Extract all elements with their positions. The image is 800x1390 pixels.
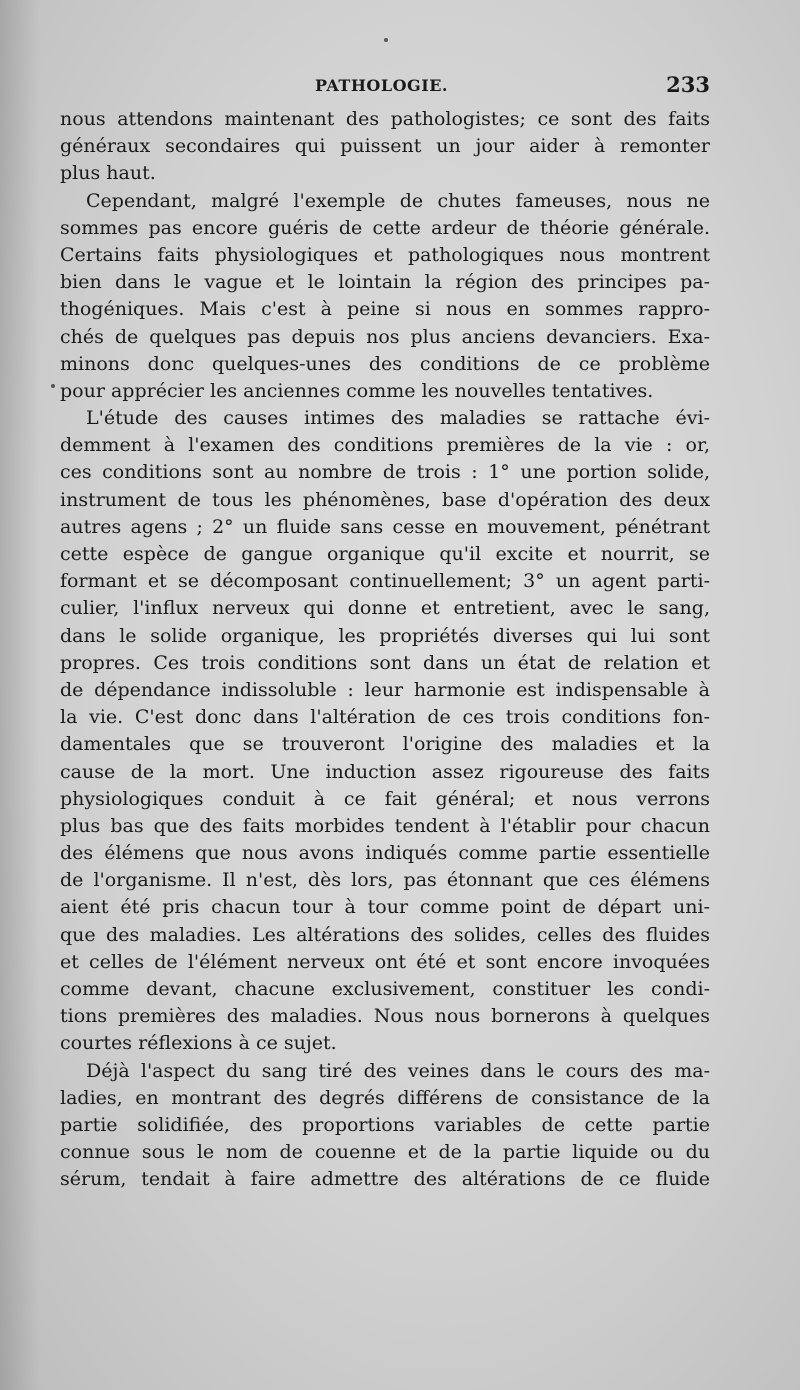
ink-speck <box>384 38 388 42</box>
text-line: dans le solide organique, les propriétés diverses qui lui sont <box>60 624 710 647</box>
text-line: généraux secondaires qui puissent un jour aider à remonter <box>60 135 710 158</box>
ink-speck <box>51 384 55 388</box>
text-line: propres. Ces trois conditions sont dans un état de relation et <box>60 651 710 674</box>
text-line: ces conditions sont au nombre de trois : 1° une portion solide, <box>60 461 710 484</box>
running-title: PATHOLOGIE. <box>315 76 448 95</box>
text-line: culier, l'influx nerveux qui donne et entretient, avec le sang, <box>60 597 710 620</box>
text-line: et celles de l'élément nerveux ont été et sont encore invoquées <box>60 950 710 973</box>
text-line: minons donc quelques-unes des conditions de ce problème <box>60 352 710 375</box>
text-line: plus haut. <box>60 162 156 185</box>
text-line: thogéniques. Mais c'est à peine si nous en sommes rappro- <box>60 298 710 321</box>
text-line: la vie. C'est donc dans l'altération de ces trois conditions fon- <box>60 706 710 729</box>
text-line: tions premières des maladies. Nous nous bornerons à quelques <box>60 1005 710 1028</box>
text-line: que des maladies. Les altérations des solides, celles des fluides <box>60 923 710 946</box>
text-line: Cependant, malgré l'exemple de chutes fameuses, nous ne <box>86 189 710 212</box>
text-line: chés de quelques pas depuis nos plus anciens devanciers. Exa- <box>60 325 710 348</box>
text-line: physiologiques conduit à ce fait général; et nous verrons <box>60 787 710 810</box>
text-line: aient été pris chacun tour à tour comme point de départ uni- <box>60 896 710 919</box>
text-line: ladies, en montrant des degrés différens de consistance de la <box>60 1086 710 1109</box>
text-line: nous attendons maintenant des pathologistes; ce sont des faits <box>60 108 710 130</box>
text-line: courtes réflexions à ce sujet. <box>60 1032 337 1055</box>
text-line: formant et se décomposant continuellement; 3° un agent parti- <box>60 570 710 593</box>
text-line: de dépendance indissoluble : leur harmonie est indispensable à <box>60 678 710 701</box>
text-line: sérum, tendait à faire admettre des altérations de ce fluide <box>60 1168 710 1191</box>
text-line: Certains faits physiologiques et pathologiques nous montrent <box>60 243 710 266</box>
page-number: 233 <box>666 72 710 97</box>
running-head <box>60 72 710 102</box>
text-line: de l'organisme. Il n'est, dès lors, pas étonnant que ces élémens <box>60 869 710 892</box>
text-line: Déjà l'aspect du sang tiré des veines dans le cours des ma- <box>86 1059 710 1082</box>
body-text <box>60 106 710 1194</box>
text-line: connue sous le nom de couenne et de la partie liquide ou du <box>60 1141 710 1164</box>
text-line: bien dans le vague et le lointain la région des principes pa- <box>60 271 710 294</box>
text-line: cette espèce de gangue organique qu'il excite et nourrit, se <box>60 543 710 565</box>
text-line: des élémens que nous avons indiqués comme partie essentielle <box>60 842 710 865</box>
text-line: partie solidifiée, des proportions variables de cette partie <box>60 1113 710 1136</box>
text-line: comme devant, chacune exclusivement, constituer les condi- <box>60 978 710 1000</box>
text-line: pour apprécier les anciennes comme les nouvelles tentatives. <box>60 379 654 402</box>
text-line: demment à l'examen des conditions premières de la vie : or, <box>60 434 710 457</box>
text-line: autres agens ; 2° un fluide sans cesse en mouvement, pénétrant <box>60 515 710 538</box>
text-line: damentales que se trouveront l'origine des maladies et la <box>60 733 710 756</box>
spine-shadow <box>0 0 40 1390</box>
text-line: sommes pas encore guéris de cette ardeur de théorie générale. <box>60 216 710 239</box>
text-line: plus bas que des faits morbides tendent à l'établir pour chacun <box>60 814 710 837</box>
text-line: L'étude des causes intimes des maladies se rattache évi- <box>86 407 710 430</box>
text-line: instrument de tous les phénomènes, base d'opération des deux <box>60 488 710 511</box>
text-line: cause de la mort. Une induction assez rigoureuse des faits <box>60 760 710 783</box>
